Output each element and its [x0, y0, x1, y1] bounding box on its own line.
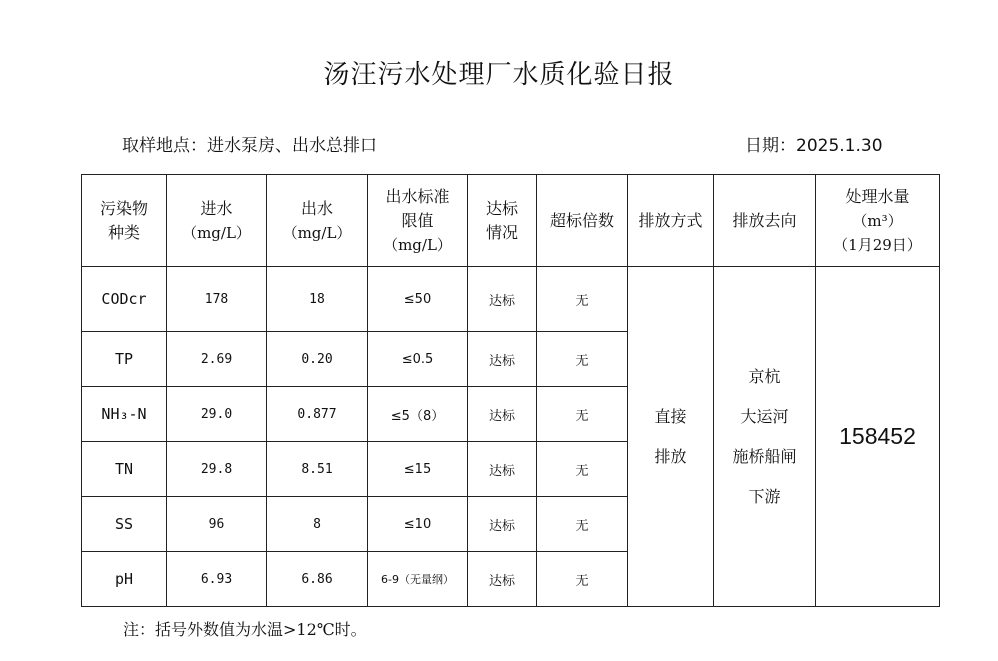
effluent-value: 0.877	[267, 387, 368, 442]
influent-value: 6.93	[167, 552, 267, 607]
treated-volume: 158452	[816, 267, 940, 607]
standard-limit: ≤50	[368, 267, 468, 332]
effluent-value: 6.86	[267, 552, 368, 607]
effluent-value: 18	[267, 267, 368, 332]
exceedance-value: 无	[537, 332, 628, 387]
influent-value: 178	[167, 267, 267, 332]
report-date: 日期：2025.1.30	[745, 136, 883, 156]
header-pollutant: 污染物 种类	[82, 175, 167, 267]
sampling-location: 取样地点：进水泵房、出水总排口	[122, 136, 377, 156]
influent-value: 96	[167, 497, 267, 552]
compliance-status: 达标	[468, 267, 537, 332]
standard-limit: ≤0.5	[368, 332, 468, 387]
header-influent: 进水 （mg/L）	[167, 175, 267, 267]
header-treated-volume: 处理水量 （m³） （1月29日）	[816, 175, 940, 267]
discharge-method: 直接 排放	[628, 267, 714, 607]
exceedance-value: 无	[537, 552, 628, 607]
pollutant-name: TN	[82, 442, 167, 497]
effluent-value: 8.51	[267, 442, 368, 497]
pollutant-name: TP	[82, 332, 167, 387]
header-effluent: 出水 （mg/L）	[267, 175, 368, 267]
exceedance-value: 无	[537, 442, 628, 497]
header-row	[82, 175, 940, 267]
pollutant-name: pH	[82, 552, 167, 607]
standard-limit: ≤15	[368, 442, 468, 497]
header-exceedance: 超标倍数	[537, 175, 628, 267]
pollutant-name: CODcr	[82, 267, 167, 332]
exceedance-value: 无	[537, 497, 628, 552]
compliance-status: 达标	[468, 497, 537, 552]
header-discharge-destination: 排放去向	[714, 175, 816, 267]
exceedance-value: 无	[537, 387, 628, 442]
standard-limit: 6-9（无量纲）	[368, 552, 468, 607]
exceedance-value: 无	[537, 267, 628, 332]
header-standard: 出水标准 限值 （mg/L）	[368, 175, 468, 267]
influent-value: 29.0	[167, 387, 267, 442]
standard-limit: ≤10	[368, 497, 468, 552]
effluent-value: 8	[267, 497, 368, 552]
water-quality-table	[81, 174, 940, 607]
influent-value: 29.8	[167, 442, 267, 497]
compliance-status: 达标	[468, 332, 537, 387]
pollutant-name: NH₃-N	[82, 387, 167, 442]
influent-value: 2.69	[167, 332, 267, 387]
standard-limit: ≤5（8）	[368, 387, 468, 442]
pollutant-name: SS	[82, 497, 167, 552]
discharge-destination: 京杭 大运河 施桥船闸 下游	[714, 267, 816, 607]
report-title: 汤汪污水处理厂水质化验日报	[323, 60, 675, 90]
compliance-status: 达标	[468, 387, 537, 442]
compliance-status: 达标	[468, 552, 537, 607]
footnote: 注：括号外数值为水温>12℃时。	[123, 620, 367, 639]
header-discharge-method: 排放方式	[628, 175, 714, 267]
header-compliance: 达标 情况	[468, 175, 537, 267]
compliance-status: 达标	[468, 442, 537, 497]
effluent-value: 0.20	[267, 332, 368, 387]
table-row	[82, 267, 940, 332]
